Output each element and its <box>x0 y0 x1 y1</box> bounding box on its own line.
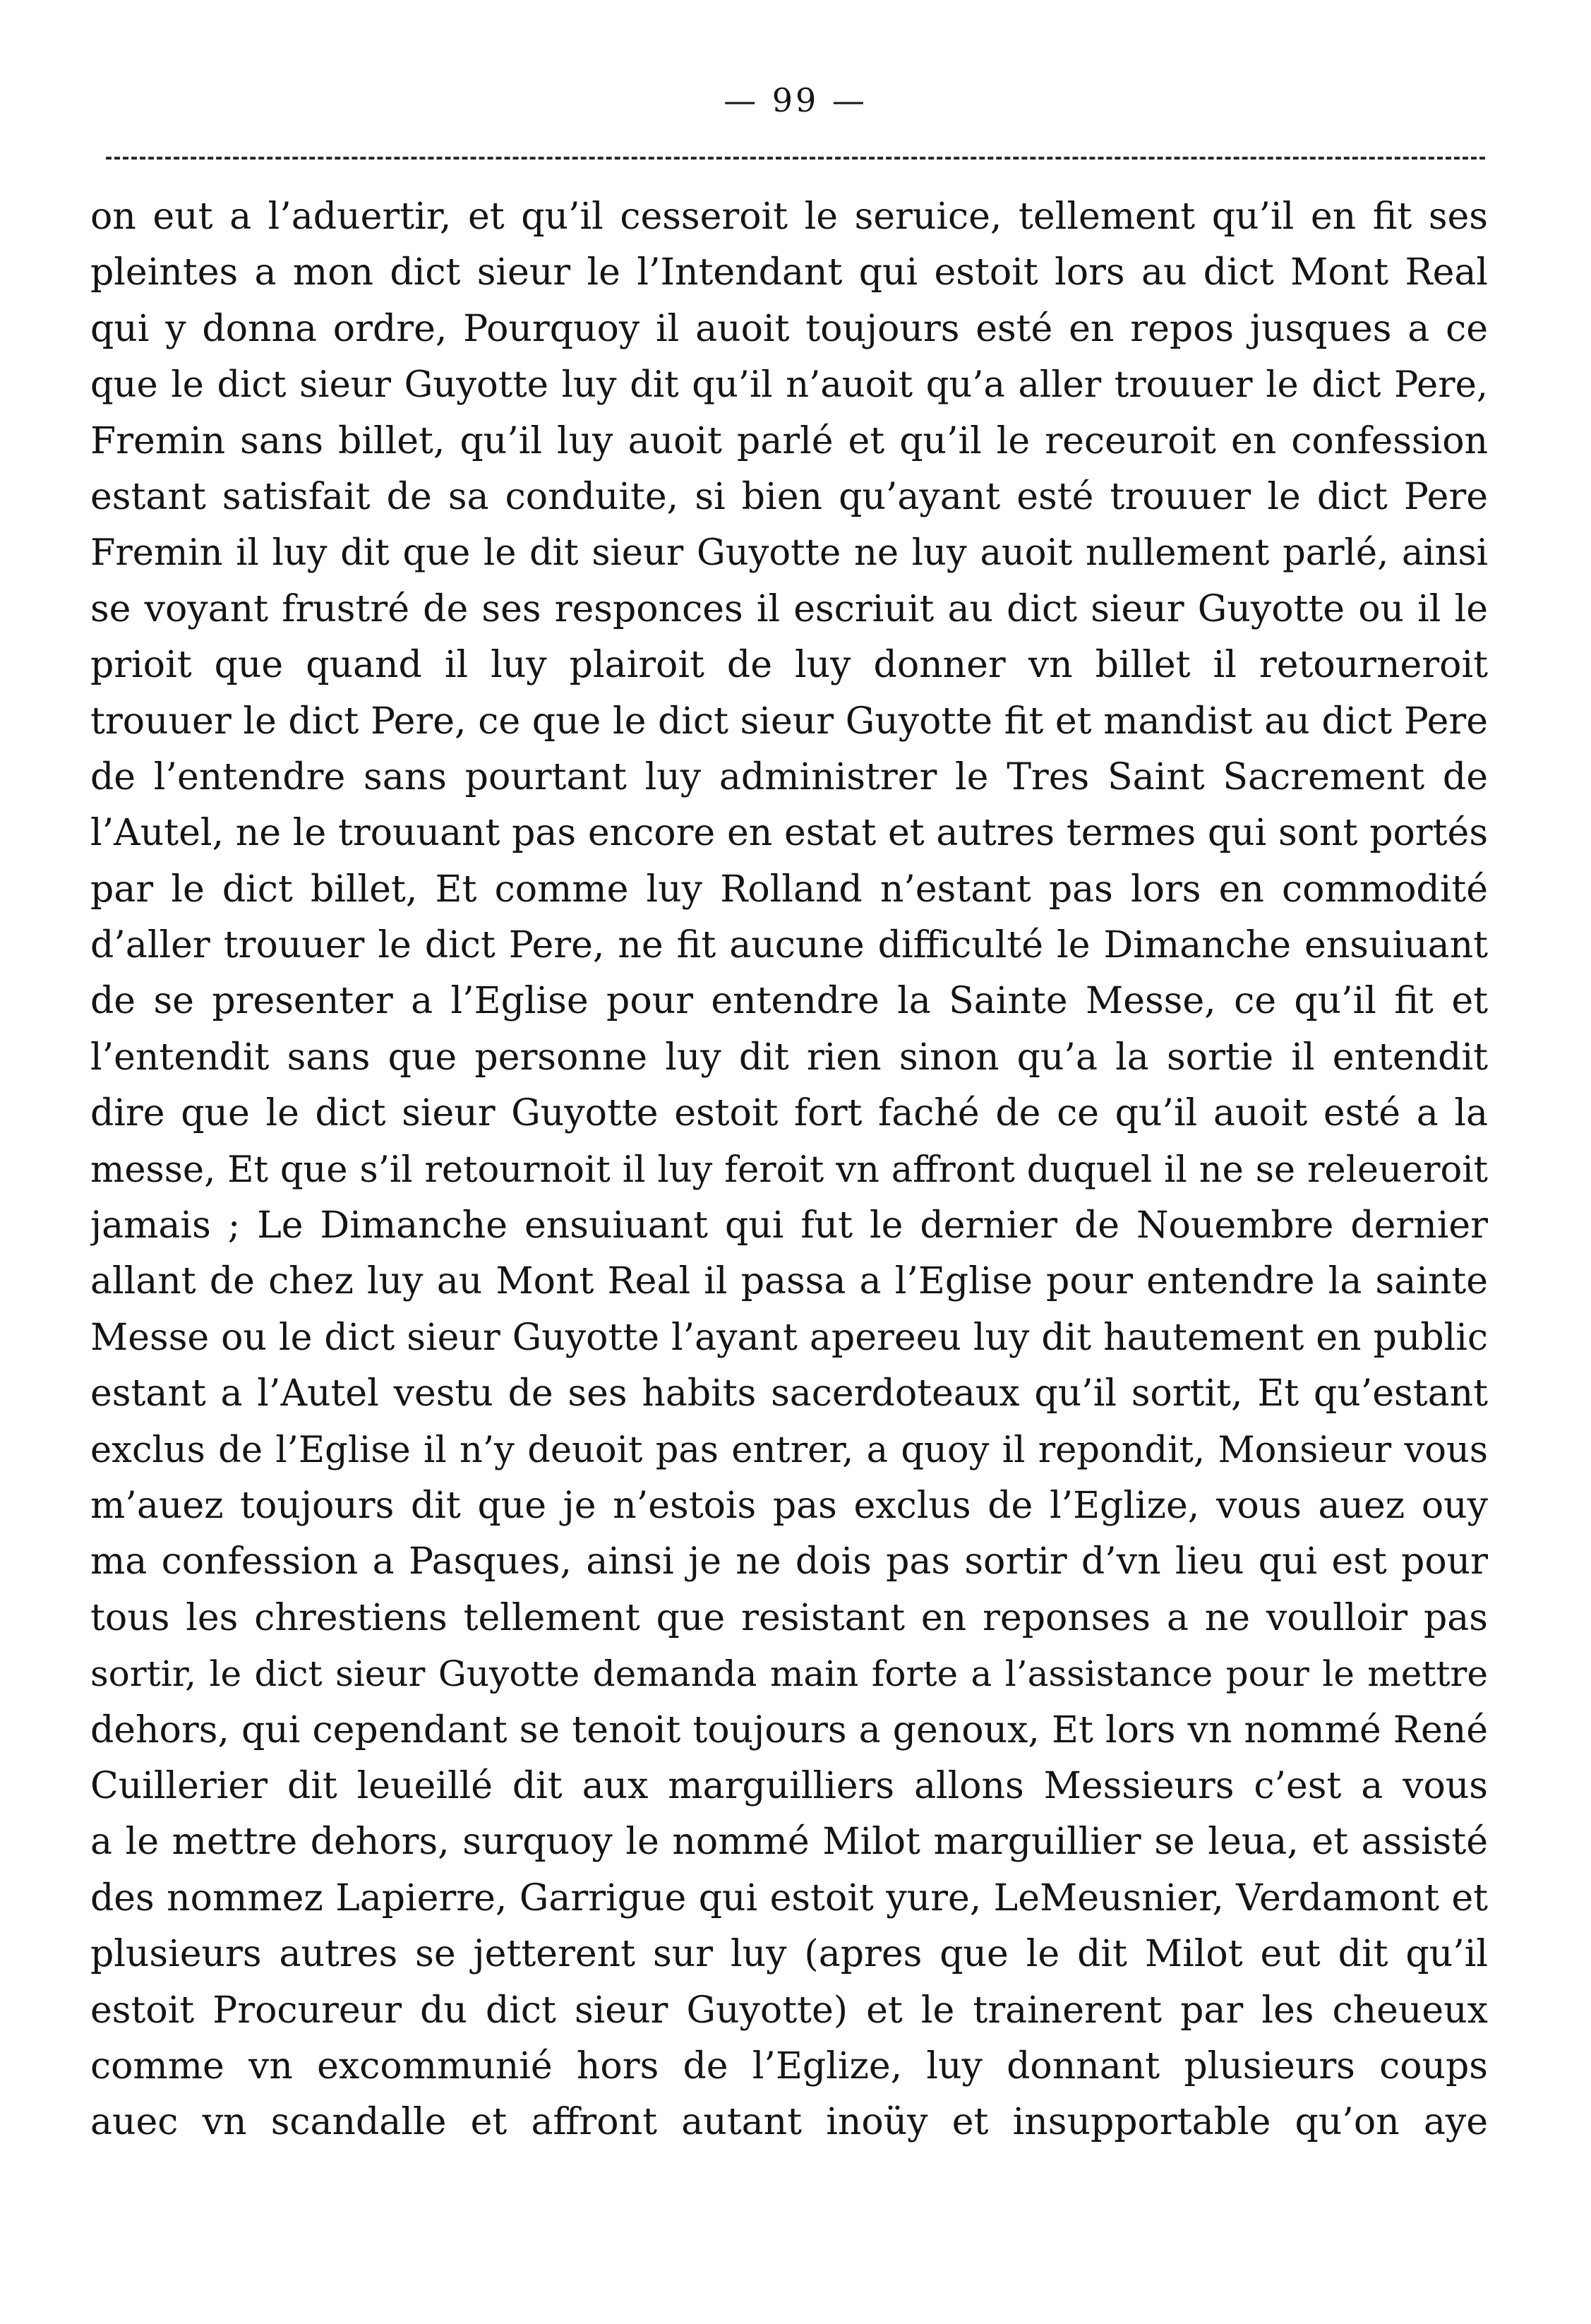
text-line: sortir, le dict sieur Guyotte demanda main forte a l’assistance pour le mettre <box>90 1653 1488 1695</box>
text-line: allant de chez luy au Mont Real il passa a l’Eglise pour entendre la sainte <box>90 1260 1488 1303</box>
text-line: Messe ou le dict sieur Guyotte l’ayant apereeu luy dit hautement en public <box>90 1316 1488 1359</box>
text-line: Fremin sans billet, qu’il luy auoit parlé et qu’il le receuroit en confession <box>90 419 1488 462</box>
text-line: qui y donna ordre, Pourquoy il auoit toujours esté en repos jusques a ce <box>90 307 1488 350</box>
text-line: estoit Procureur du dict sieur Guyotte) et le trainerent par les cheueux <box>90 1989 1488 2032</box>
text-line: estant satisfait de sa conduite, si bien qu’ayant esté trouuer le dict Pere <box>90 475 1488 518</box>
text-line: Cuillerier dit leueillé dit aux marguilliers allons Messieurs c’est a vous <box>90 1764 1488 1807</box>
text-line: auec vn scandalle et affront autant inoüy et insupportable qu’on aye <box>90 2101 1488 2144</box>
text-line: m’auez toujours dit que je n’estois pas exclus de l’Eglize, vous auez ouy <box>90 1484 1488 1527</box>
body-text <box>90 189 1488 2151</box>
page-number: — 99 — <box>724 81 867 119</box>
text-line: exclus de l’Eglise il n’y deuoit pas entrer, a quoy il repondit, Monsieur vous <box>90 1429 1488 1471</box>
text-line: dehors, qui cependant se tenoit toujours a genoux, Et lors vn nommé René <box>90 1708 1488 1751</box>
text-line: estant a l’Autel vestu de ses habits sacerdoteaux qu’il sortit, Et qu’estant <box>90 1372 1488 1415</box>
text-line: par le dict billet, Et comme luy Rolland n’estant pas lors en commodité <box>90 868 1488 911</box>
text-line: jamais ; Le Dimanche ensuiuant qui fut le dernier de Nouembre dernier <box>90 1204 1488 1247</box>
text-line: plusieurs autres se jetterent sur luy (apres que le dit Milot eut dit qu’il <box>90 1933 1488 1976</box>
text-line: ma confession a Pasques, ainsi je ne dois pas sortir d’vn lieu qui est pour <box>90 1540 1488 1583</box>
text-line: des nommez Lapierre, Garrigue qui estoit yure, LeMeusnier, Verdamont et <box>90 1876 1488 1919</box>
text-line: que le dict sieur Guyotte luy dit qu’il n’auoit qu’a aller trouuer le dict Pere, <box>90 364 1488 407</box>
text-line: dire que le dict sieur Guyotte estoit fort faché de ce qu’il auoit esté a la <box>90 1092 1488 1135</box>
text-line: de l’entendre sans pourtant luy administrer le Tres Saint Sacrement de <box>90 755 1488 798</box>
text-line: prioit que quand il luy plairoit de luy donner vn billet il retourneroit <box>90 644 1488 687</box>
text-line: Fremin il luy dit que le dit sieur Guyotte ne luy auoit nullement parlé, ainsi <box>90 532 1488 575</box>
text-line: comme vn excommunié hors de l’Eglize, luy donnant plusieurs coups <box>90 2044 1488 2088</box>
text-line: a le mettre dehors, surquoy le nommé Milot marguillier se leua, et assisté <box>90 1821 1488 1864</box>
text-line: pleintes a mon dict sieur le l’Intendant qui estoit lors au dict Mont Real <box>90 251 1488 294</box>
text-line: l’entendit sans que personne luy dit rien sinon qu’a la sortie il entendit <box>90 1036 1488 1079</box>
text-line: messe, Et que s’il retournoit il luy feroit vn affront duquel il ne se releueroit <box>90 1149 1488 1191</box>
text-line: d’aller trouuer le dict Pere, ne fit aucune difficulté le Dimanche ensuiuant <box>90 924 1488 967</box>
text-line: on eut a l’aduertir, et qu’il cesseroit le seruice, tellement qu’il en fit ses <box>90 196 1488 238</box>
text-line: se voyant frustré de ses responces il escriuit au dict sieur Guyotte ou il le <box>90 587 1488 630</box>
text-line: tous les chrestiens tellement que resistant en reponses a ne voulloir pas <box>90 1596 1488 1639</box>
text-line: l’Autel, ne le trouuant pas encore en estat et autres termes qui sont portés <box>90 812 1488 855</box>
header-rule <box>106 157 1485 160</box>
text-line: de se presenter a l’Eglise pour entendre la Sainte Messe, ce qu’il fit et <box>90 980 1488 1023</box>
text-line: trouuer le dict Pere, ce que le dict sieur Guyotte fit et mandist au dict Pere <box>90 700 1488 743</box>
